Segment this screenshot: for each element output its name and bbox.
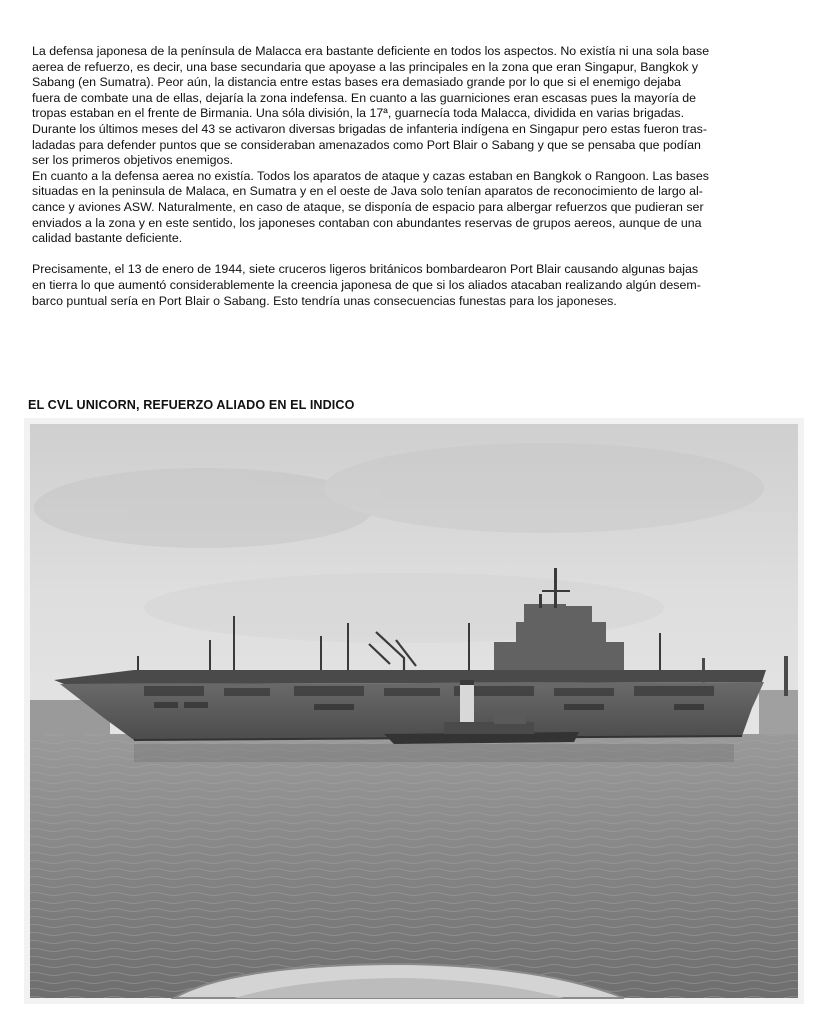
text-line: Precisamente, el 13 de enero de 1944, siete cruceros ligeros británicos bombardearon Port Blair causando algunas bajas bbox=[32, 262, 699, 277]
text-line: en tierra lo que aumentó considerablemente la creencia japonesa de que si los aliados atacaban realizando algún desem- bbox=[32, 277, 701, 292]
article-text bbox=[32, 44, 798, 309]
figure-caption: EL CVL UNICORN, REFUERZO ALIADO EN EL INDICO bbox=[28, 398, 355, 412]
text-line: enviados a la zona y en este sentido, los japoneses contaban con abundantes reservas de grupos aereos, aunque de una bbox=[32, 215, 702, 230]
text-line: fuera de combate una de ellas, dejaría la zona indefensa. En cuanto a las guarniciones eran escasas pues la mayoría de bbox=[32, 90, 697, 105]
photo-illustration bbox=[24, 418, 804, 1004]
text-line: barco puntual sería en Port Blair o Sabang. Esto tendría unas consecuencias funestas para los japoneses. bbox=[32, 293, 617, 308]
text-line: situadas en la peninsula de Malaca, en Sumatra y en el oeste de Java solo tenían aparatos de reconocimiento de largo al- bbox=[32, 184, 703, 199]
text-line: calidad bastante deficiente. bbox=[32, 231, 183, 246]
text-line: Durante los últimos meses del 43 se activaron diversas brigadas de infanteria indígena en Singapur pero estas fueron tras- bbox=[32, 121, 707, 136]
photo-water-ripples bbox=[30, 734, 798, 998]
text-line: aerea de refuerzo, es decir, una base secundaria que apoyase a las principales en la zona que eran Singapur, Bangkok y bbox=[32, 59, 699, 74]
paragraph-1 bbox=[32, 44, 798, 169]
text-line: ser los primeros objetivos enemigos. bbox=[32, 153, 234, 168]
text-line: tropas estaban en el frente de Birmania. Una sóla división, la 17ª, guarnecía toda Malacca, dividida en varias brigadas. bbox=[32, 106, 685, 121]
text-line: Sabang (en Sumatra). Peor aún, la distancia entre estas bases era demasiado grande por lo que si el enemigo dejaba bbox=[32, 75, 681, 90]
paragraph-2 bbox=[32, 169, 798, 247]
aircraft-carrier-photo bbox=[24, 418, 804, 1004]
text-line: cance y aviones ASW. Naturalmente, en caso de ataque, se disponía de espacio para albergar refuerzos que pudieran ser bbox=[32, 199, 704, 214]
text-line: La defensa japonesa de la península de Malacca era bastante deficiente en todos los aspectos. No existía ni una sola base bbox=[32, 44, 710, 58]
ship-reflection bbox=[134, 744, 734, 762]
text-line: En cuanto a la defensa aerea no existía. Todos los aparatos de ataque y cazas estaban en Bangkok o Rangoon. Las bases bbox=[32, 168, 709, 183]
paragraph-3 bbox=[32, 262, 798, 309]
paragraph-gap bbox=[32, 247, 798, 263]
text-line: ladadas para defender puntos que se consideraban amenazados como Port Blair o Sabang y que se pensaba que podían bbox=[32, 137, 701, 152]
